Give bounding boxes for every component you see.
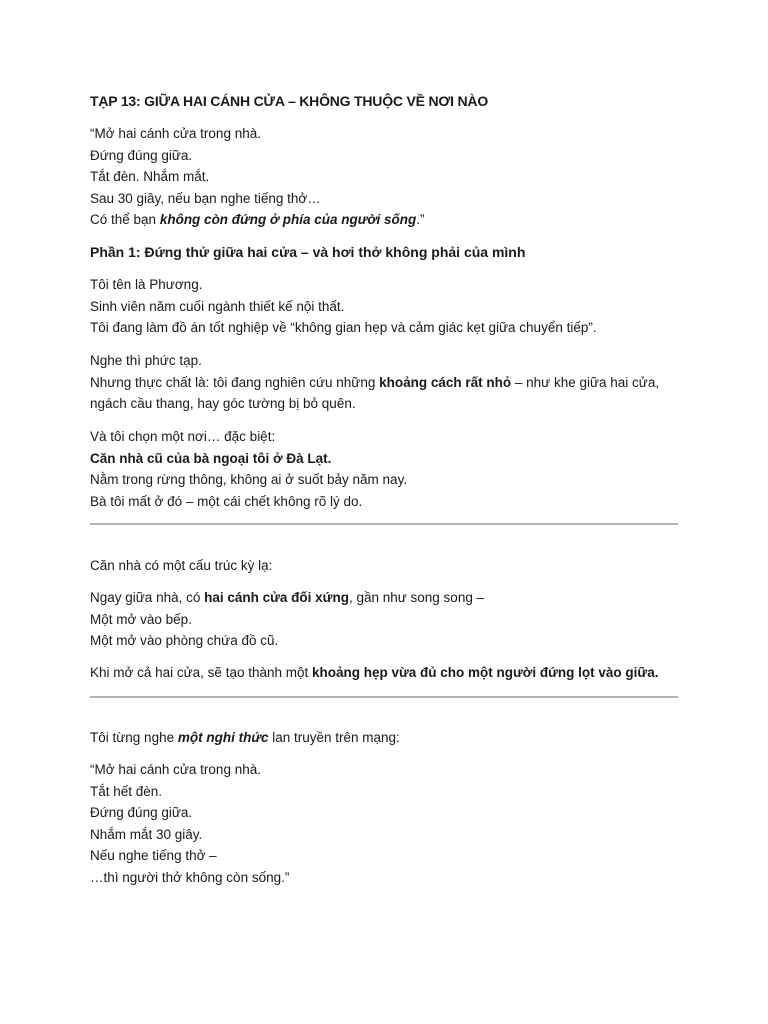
paragraph-line: Căn nhà có một cấu trúc kỳ lạ: — [90, 558, 273, 573]
quote-line: Đứng đúng giữa. — [90, 147, 193, 163]
quote-line: “Mở hai cánh cửa trong nhà. — [90, 762, 261, 777]
doors-gap-paragraph — [90, 662, 678, 684]
section-divider — [90, 696, 678, 698]
paragraph-line: Tôi đang làm đồ án tốt nghiệp về “không gian hẹp và cảm giác kẹt giữa chuyển tiếp”. — [90, 320, 597, 335]
text-span: Ngay giữa nhà, có — [90, 590, 205, 605]
text-span: Tôi từng nghe — [90, 730, 178, 745]
bold-text: khoảng hẹp vừa đủ cho một người đứng lọt vào giữa. — [312, 665, 659, 680]
paragraph-line: Nằm trong rừng thông, không ai ở suốt bảy năm nay. — [90, 472, 408, 487]
house-doors-paragraph — [90, 587, 678, 652]
quote-line — [90, 209, 678, 231]
ritual-intro — [90, 727, 678, 749]
quote-line: Tắt hết đèn. — [90, 783, 163, 799]
bold-line: Căn nhà cũ của bà ngoại tôi ở Đà Lạt. — [90, 450, 332, 466]
section-divider — [90, 523, 678, 525]
text-span: Có thể bạn — [90, 212, 160, 227]
emphasis-text: không còn đứng ở phía của người sống — [159, 212, 417, 227]
text-span: lan truyền trên mạng: — [268, 730, 400, 745]
paragraph-line: Nghe thì phức tạp. — [90, 353, 202, 368]
paragraph-line — [90, 662, 678, 684]
text-span: – như khe giữa hai cửa, — [511, 374, 660, 390]
text-span: .” — [416, 212, 425, 227]
paragraph-line: ngách cầu thang, hay góc tường bị bỏ quên. — [90, 396, 356, 411]
quote-line: Sau 30 giây, nếu bạn nghe tiếng thở… — [90, 190, 321, 206]
paragraph-line — [90, 727, 678, 749]
chapter-title: TẠP 13: GIỮA HAI CÁNH CỬA – KHÔNG THUỘC VỀ NƠI NÀO — [90, 93, 489, 109]
quote-line: “Mở hai cánh cửa trong nhà. — [90, 126, 261, 141]
part1-heading — [90, 242, 678, 264]
ritual-quote — [90, 759, 678, 888]
house-structure-section — [90, 555, 678, 577]
quote-line: Tắt đèn. Nhắm mắt. — [90, 169, 210, 184]
intro-quote — [90, 123, 678, 231]
bold-text: khoảng cách rất nhỏ — [379, 374, 512, 390]
paragraph-line: Một mở vào bếp. — [90, 611, 192, 627]
paragraph-line: Sinh viên năm cuối ngành thiết kế nội thất. — [90, 298, 345, 314]
paragraph-line — [90, 587, 678, 609]
quote-line: Nếu nghe tiếng thở – — [90, 848, 217, 863]
paragraph-line: Tôi tên là Phương. — [90, 277, 203, 292]
heading-text: Phần 1: Đứng thử giữa hai cửa – và hơi thở không phải của mình — [90, 244, 526, 260]
paragraph-location — [90, 426, 678, 512]
paragraph-line: Một mở vào phòng chứa đồ cũ. — [90, 633, 279, 648]
paragraph-intro — [90, 274, 678, 339]
paragraph-research — [90, 350, 678, 415]
paragraph-line — [90, 372, 678, 394]
paragraph-line: Và tôi chọn một nơi… đặc biệt: — [90, 429, 276, 444]
quote-line: …thì người thở không còn sống.” — [90, 869, 290, 885]
quote-line: Đứng đúng giữa. — [90, 805, 193, 820]
text-span: , gần như song song – — [348, 590, 485, 605]
paragraph-line: Bà tôi mất ở đó – một cái chết không rõ lý do. — [90, 493, 363, 509]
emphasis-text: một nghi thức — [177, 730, 269, 745]
text-span: Nhưng thực chất là: tôi đang nghiên cứu những — [90, 374, 380, 390]
bold-text: hai cánh cửa đối xứng — [204, 590, 349, 605]
text-span: Khi mở cả hai cửa, sẽ tạo thành một — [90, 665, 312, 680]
quote-line: Nhắm mắt 30 giây. — [90, 826, 203, 842]
